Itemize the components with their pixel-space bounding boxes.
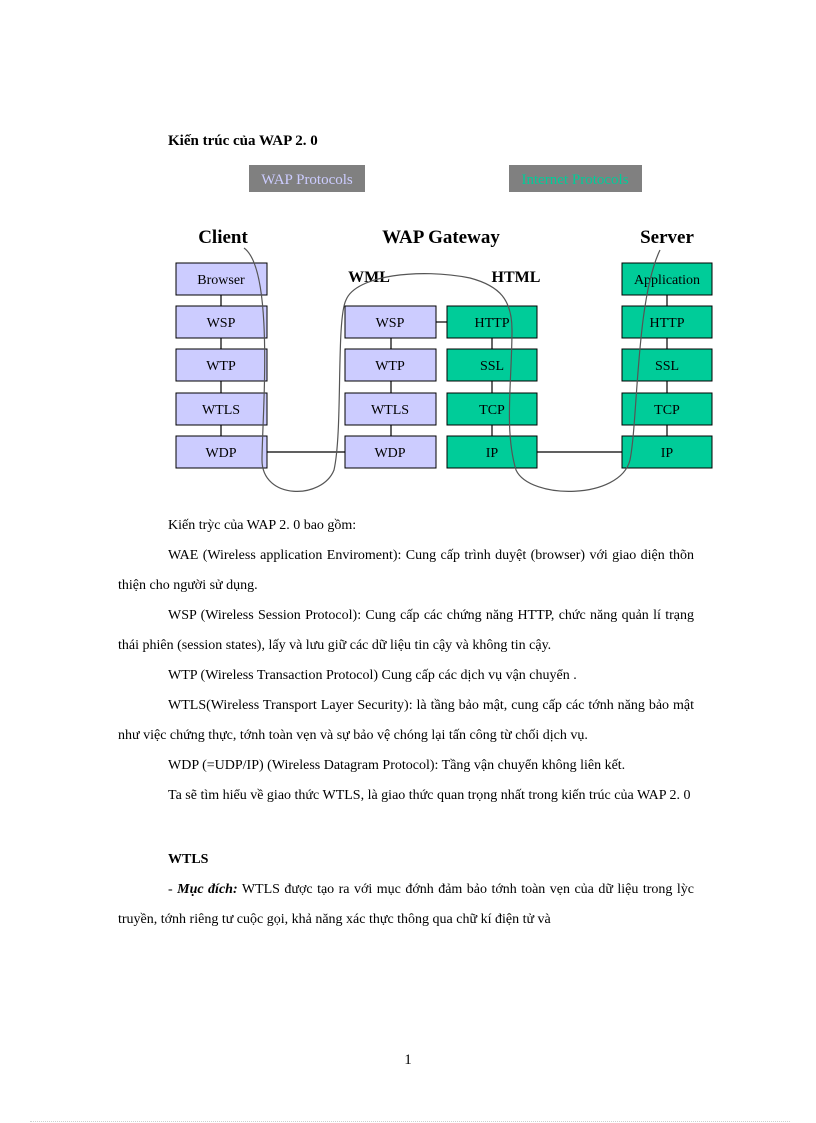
wtls-paragraph: WTLS(Wireless Transport Layer Security): là tầng bảo mật, cung cấp các tớnh năng bảo mật như việc chứng thực, tớnh toàn vẹn và sự bảo vệ chóng lại tấn công từ chối dịch vụ. — [118, 698, 694, 743]
intro-paragraph: Kiến trỳc của WAP 2. 0 bao gồm: — [168, 518, 357, 533]
wae-paragraph: WAE (Wireless application Enviroment): Cung cấp trình duyệt (browser) với giao diện thõn thiện cho người sử dụng. — [118, 548, 694, 593]
gateway-wtls-label: WTLS — [370, 403, 410, 418]
client-stack — [176, 263, 267, 468]
wap-architecture-diagram — [0, 0, 816, 520]
wsp-paragraph: WSP (Wireless Session Protocol): Cung cấp các chứng năng HTTP, chức năng quản lí trạng thái phiên (session states), lấy và lưu giữ các dữ liệu tin cậy và không tin cậy. — [118, 608, 694, 653]
wdp-paragraph: WDP (=UDP/IP) (Wireless Datagram Protocol): Tầng vận chuyển không liên kết. — [168, 758, 626, 773]
server-ip-label: IP — [660, 446, 674, 461]
client-wtls-label: WTLS — [201, 403, 241, 418]
gateway-wsp-label: WSP — [375, 316, 405, 331]
wap-protocols-label: WAP Protocols — [261, 172, 353, 188]
server-http-label: HTTP — [649, 316, 685, 331]
server-application-label: Application — [633, 273, 701, 288]
server-ssl-label: SSL — [654, 359, 680, 374]
gateway-wtp-label: WTP — [375, 359, 405, 374]
gateway-http-label: HTTP — [474, 316, 510, 331]
page-bottom-divider — [30, 1121, 790, 1122]
server-title: Server — [640, 227, 694, 248]
study-paragraph: Ta sẽ tìm hiểu về giao thức WTLS, là giao thức quan trọng nhất trong kiến trúc của WAP 2. 0 — [168, 788, 691, 803]
section-title: WTLS — [168, 852, 209, 867]
client-wsp-label: WSP — [206, 316, 236, 331]
wml-label: WML — [348, 269, 390, 286]
client-wtp-label: WTP — [206, 359, 236, 374]
purpose-prefix: - — [168, 882, 178, 897]
gateway-ssl-label: SSL — [479, 359, 505, 374]
purpose-text: WTLS được tạo ra với mục đớnh đảm bảo tớnh toàn vẹn của dữ liệu trong lỳc truyền, tớnh riêng tư cuộc gọi, khả năng xác thực thông qua chữ kí điện tử và — [118, 882, 694, 927]
gateway-title: WAP Gateway — [382, 227, 500, 248]
internet-protocols-label: Internet Protocols — [521, 172, 629, 188]
gateway-ip-label: IP — [485, 446, 499, 461]
gateway-tcp-label: TCP — [479, 403, 505, 418]
server-stack — [622, 263, 712, 468]
server-tcp-label: TCP — [654, 403, 680, 418]
client-title: Client — [198, 227, 248, 248]
client-wdp-label: WDP — [205, 446, 237, 461]
html-label: HTML — [491, 269, 541, 286]
purpose-paragraph — [118, 875, 694, 935]
gateway-wdp-label: WDP — [374, 446, 406, 461]
document-body — [118, 511, 694, 935]
purpose-label: Mục đích: — [177, 882, 238, 897]
wtp-paragraph: WTP (Wireless Transaction Protocol) Cung cấp các dịch vụ vận chuyển . — [168, 668, 577, 683]
client-browser-label: Browser — [197, 273, 245, 288]
page-number: 1 — [404, 1052, 412, 1068]
page-heading: Kiến trúc của WAP 2. 0 — [168, 133, 318, 149]
